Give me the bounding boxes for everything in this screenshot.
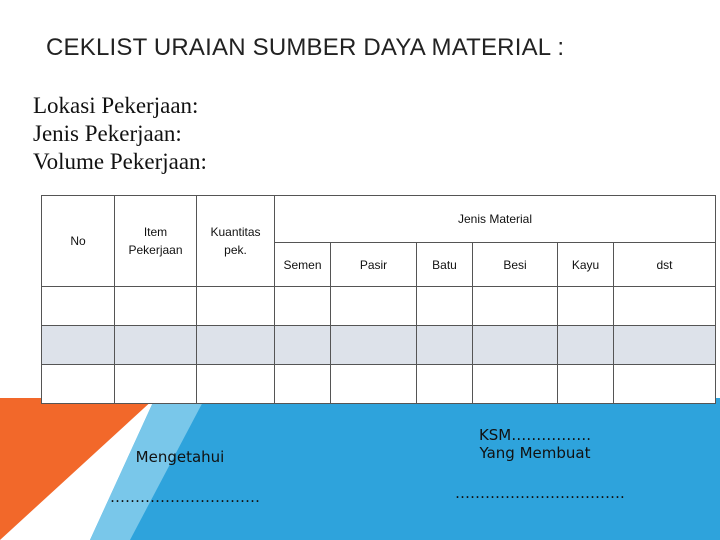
header-kuantitas: [197, 196, 275, 287]
table-cell[interactable]: [331, 287, 417, 326]
table-cell[interactable]: [417, 365, 473, 404]
header-qty-label-2: pek.: [224, 243, 247, 257]
table-cell[interactable]: [197, 326, 275, 365]
table-cell[interactable]: [275, 365, 331, 404]
table-cell[interactable]: [331, 326, 417, 365]
jenis-pekerjaan-label: Jenis Pekerjaan:: [33, 121, 182, 146]
table-cell[interactable]: [275, 287, 331, 326]
ksm-label: KSM…………….: [478, 426, 592, 444]
header-item-label-1: Item: [143, 225, 168, 239]
table-cell[interactable]: [558, 287, 614, 326]
signature-left: [110, 448, 260, 506]
table-cell[interactable]: [417, 287, 473, 326]
material-besi: Besi: [473, 243, 558, 287]
table-cell[interactable]: [558, 326, 614, 365]
volume-pekerjaan-label: Volume Pekerjaan:: [33, 149, 207, 174]
header-qty-label-1: Kuantitas: [210, 225, 261, 239]
table-cell[interactable]: [331, 365, 417, 404]
table-cell[interactable]: [275, 326, 331, 365]
material-batu: Batu: [417, 243, 473, 287]
material-semen: Semen: [275, 243, 331, 287]
table-cell[interactable]: [115, 326, 197, 365]
material-pasir: Pasir: [331, 243, 417, 287]
table-cell[interactable]: [115, 287, 197, 326]
table-cell[interactable]: [417, 326, 473, 365]
table-cell[interactable]: [614, 287, 716, 326]
left-signature-line: …………………………: [110, 488, 260, 506]
header-item-pekerjaan: [115, 196, 197, 287]
mengetahui-label: Mengetahui: [135, 448, 225, 466]
material-checklist-table: [41, 195, 716, 404]
header-item-label-2: Pekerjaan: [128, 243, 183, 257]
table-cell[interactable]: [197, 365, 275, 404]
table-row: [42, 365, 716, 404]
table-header-row: [42, 196, 716, 243]
lokasi-pekerjaan-label: Lokasi Pekerjaan:: [33, 93, 199, 118]
yang-membuat-label: Yang Membuat: [479, 444, 591, 462]
header-no: [42, 196, 115, 287]
table-cell[interactable]: [42, 326, 115, 365]
table-cell[interactable]: [473, 365, 558, 404]
table-cell[interactable]: [614, 326, 716, 365]
table-cell[interactable]: [473, 287, 558, 326]
table-cell[interactable]: [614, 365, 716, 404]
header-jenis-material: Jenis Material: [275, 196, 716, 243]
signature-right: [455, 426, 625, 502]
project-info: [33, 92, 207, 176]
table-cell[interactable]: [115, 365, 197, 404]
right-signature-line: …………………………….: [455, 484, 625, 502]
header-no-label: No: [70, 234, 86, 248]
table-row: [42, 287, 716, 326]
material-kayu: Kayu: [558, 243, 614, 287]
table-cell[interactable]: [197, 287, 275, 326]
table-cell[interactable]: [42, 287, 115, 326]
table-row: [42, 326, 716, 365]
table-cell[interactable]: [42, 365, 115, 404]
table-cell[interactable]: [558, 365, 614, 404]
material-dst: dst: [614, 243, 716, 287]
table-cell[interactable]: [473, 326, 558, 365]
page-title: CEKLIST URAIAN SUMBER DAYA MATERIAL :: [46, 34, 565, 61]
